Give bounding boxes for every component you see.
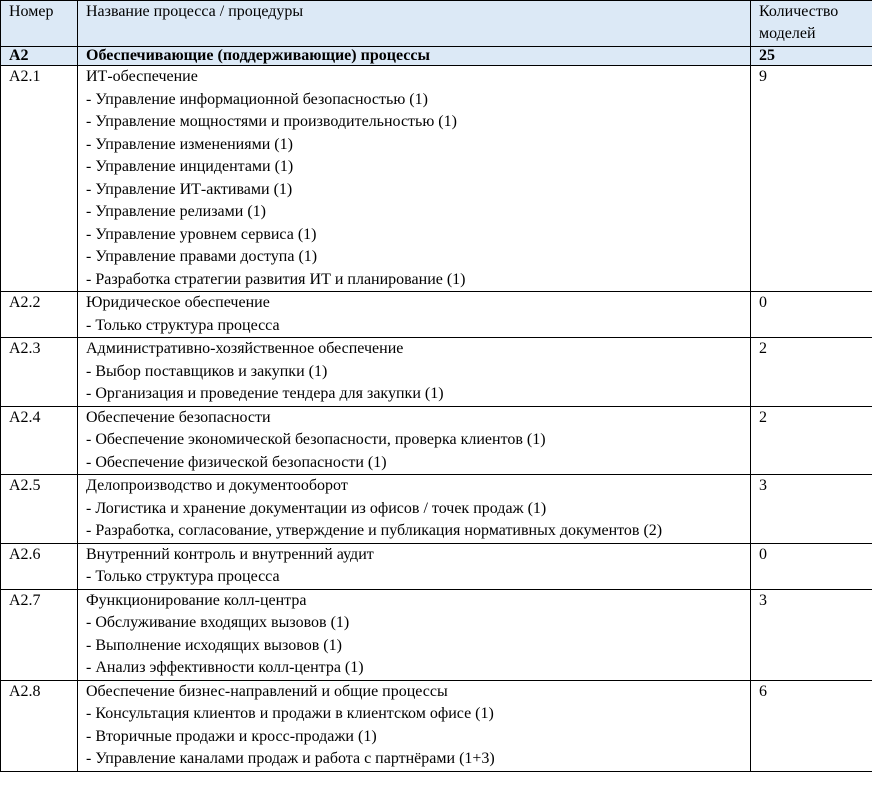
process-name-cell <box>78 475 751 544</box>
table-header-row <box>1 1 872 47</box>
header-name: Название процесса / процедуры <box>78 1 751 47</box>
process-title: Обеспечение безопасности <box>86 408 271 426</box>
procedure-item: - Управление каналами продаж и работа с партнёрами (1+3) <box>86 750 495 767</box>
process-name-cell <box>78 589 751 680</box>
procedure-item: - Консультация клиентов и продажи в клиентском офисе (1) <box>86 705 494 722</box>
model-count: 0 <box>751 292 872 338</box>
group-row <box>1 47 872 66</box>
process-title: Юридическое обеспечение <box>86 294 270 311</box>
table-row <box>1 66 872 292</box>
process-title: Обеспечение бизнес-направлений и общие процессы <box>86 682 448 700</box>
process-title: Делопроизводство и документооборот <box>86 477 348 494</box>
procedure-item: - Только структура процесса <box>86 316 280 334</box>
procedure-item: - Выполнение исходящих вызовов (1) <box>86 636 342 654</box>
process-name-cell <box>78 338 751 407</box>
model-count: 2 <box>751 406 872 475</box>
procedure-item: - Управление релизами (1) <box>86 203 266 220</box>
header-number: Номер <box>1 1 78 47</box>
process-title: ИТ-обеспечение <box>86 68 198 85</box>
process-name-cell <box>78 292 751 338</box>
procedure-item: - Управление мощностями и производительностью (1) <box>86 113 457 130</box>
procedure-item: - Только структура процесса <box>86 568 280 585</box>
procedure-item: - Обеспечение физической безопасности (1) <box>86 453 387 471</box>
procedure-item: - Логистика и хранение документации из офисов / точек продаж (1) <box>86 499 547 517</box>
model-count: 0 <box>751 543 872 589</box>
process-name-cell <box>78 680 751 771</box>
table-body <box>1 47 872 772</box>
table-row <box>1 475 872 544</box>
model-count: 2 <box>751 338 872 407</box>
procedure-item: - Управление уровнем сервиса (1) <box>86 225 317 243</box>
table-row <box>1 338 872 407</box>
process-number: A2.7 <box>1 589 78 680</box>
group-name: Обеспечивающие (поддерживающие) процессы <box>78 47 751 66</box>
group-count: 25 <box>751 47 872 66</box>
procedure-item: - Обслуживание входящих вызовов (1) <box>86 614 350 631</box>
procedure-item: - Разработка, согласование, утверждение и публикация нормативных документов (2) <box>86 522 663 539</box>
table-row <box>1 680 872 771</box>
header-count: Количество моделей <box>751 1 872 47</box>
process-number: A2.2 <box>1 292 78 338</box>
process-number: A2.8 <box>1 680 78 771</box>
model-count: 9 <box>751 66 872 292</box>
procedure-item: - Управление инцидентами (1) <box>86 158 294 175</box>
procedure-item: - Разработка стратегии развития ИТ и планирование (1) <box>86 270 466 288</box>
model-count: 6 <box>751 680 872 771</box>
procedure-item: - Управление информационной безопасностью (1) <box>86 90 428 108</box>
process-title: Внутренний контроль и внутренний аудит <box>86 545 374 563</box>
table-row <box>1 292 872 338</box>
process-name-cell <box>78 543 751 589</box>
process-number: A2.3 <box>1 338 78 407</box>
table-row <box>1 406 872 475</box>
table-row <box>1 543 872 589</box>
process-number: A2.1 <box>1 66 78 292</box>
process-name-cell <box>78 406 751 475</box>
procedure-item: - Обеспечение экономической безопасности, проверка клиентов (1) <box>86 431 546 448</box>
process-title: Административно-хозяйственное обеспечение <box>86 340 404 357</box>
process-title: Функционирование колл-центра <box>86 591 307 609</box>
procedure-item: - Анализ эффективности колл-центра (1) <box>86 659 364 676</box>
model-count: 3 <box>751 589 872 680</box>
process-name-cell <box>78 66 751 292</box>
procedure-item: - Управление изменениями (1) <box>86 135 293 153</box>
process-number: A2.6 <box>1 543 78 589</box>
procedure-item: - Выбор поставщиков и закупки (1) <box>86 362 328 380</box>
model-count: 3 <box>751 475 872 544</box>
procedure-item: - Управление ИТ-активами (1) <box>86 180 293 198</box>
process-number: A2.5 <box>1 475 78 544</box>
procedure-item: - Управление правами доступа (1) <box>86 248 318 265</box>
table-row <box>1 589 872 680</box>
procedure-item: - Организация и проведение тендера для закупки (1) <box>86 385 444 402</box>
group-number: A2 <box>1 47 78 66</box>
procedure-item: - Вторичные продажи и кросс-продажи (1) <box>86 727 377 745</box>
process-number: A2.4 <box>1 406 78 475</box>
